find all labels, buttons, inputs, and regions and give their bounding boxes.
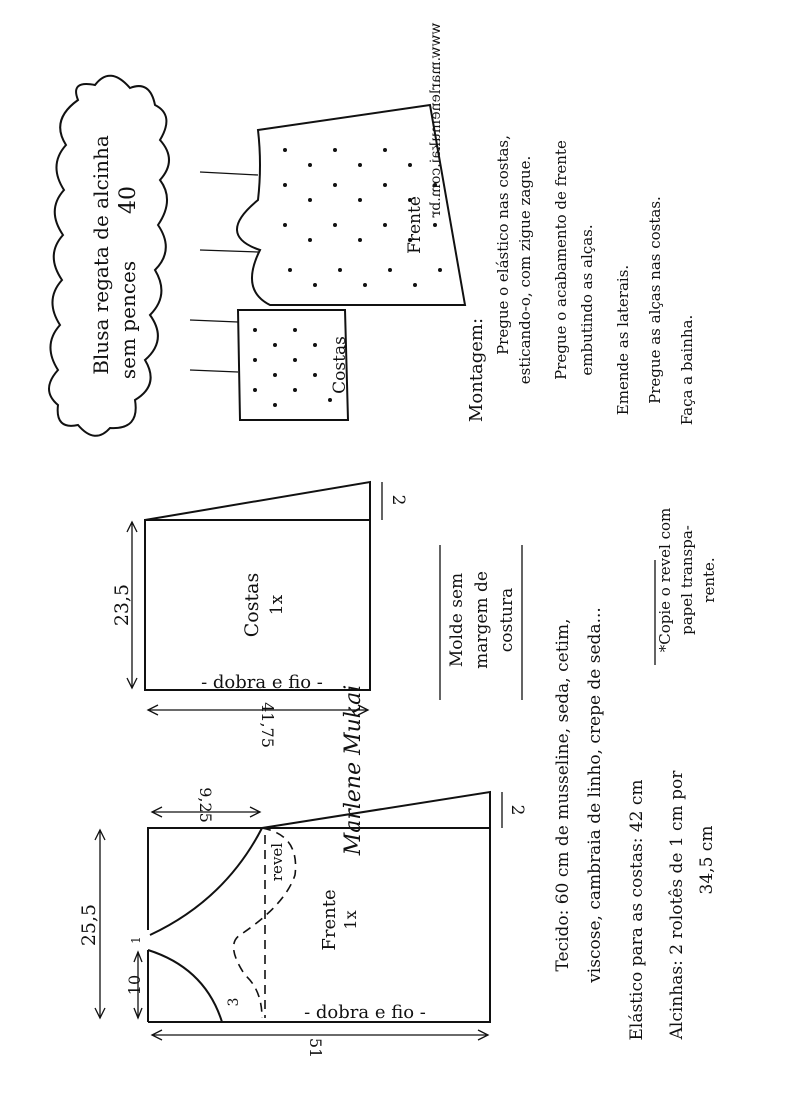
front-strap-1	[200, 172, 258, 175]
frente-neckline	[148, 950, 222, 1022]
materials	[553, 607, 717, 1040]
website: www.marlenemukai.com.br	[428, 22, 444, 218]
signature: Marlene Mukai	[341, 684, 366, 856]
costas-rise-label: 2	[388, 494, 408, 506]
frente-fold-label: - dobra e fio -	[304, 1002, 426, 1023]
costas-fold-label: - dobra e fio -	[201, 672, 323, 693]
title-size: 40	[116, 186, 141, 214]
garment-illustration	[190, 23, 465, 420]
note-line1: Molde sem	[447, 572, 467, 668]
front-strap-2	[200, 250, 258, 252]
costas-name: Costas	[241, 572, 263, 638]
front-label: Frente	[405, 196, 425, 254]
frente-strap-mark: 3	[226, 997, 242, 1007]
back-strap-2	[190, 370, 238, 372]
copy-note	[655, 508, 718, 665]
frente-rise-label: 2	[507, 804, 527, 816]
frente-pattern	[78, 787, 527, 1058]
back-strap-1	[190, 320, 238, 322]
costas-side-slope	[145, 482, 370, 520]
frente-width-label: 51	[306, 1037, 325, 1059]
frente-shoulder-label: 9,25	[196, 787, 215, 823]
title-line1: Blusa regata de alcinha	[89, 135, 113, 375]
back-label: Costas	[330, 336, 350, 394]
assembly-step-4: Pregue as alças nas costas.	[646, 196, 664, 404]
frente-height-label: 25,5	[78, 903, 100, 947]
note-line3: costura	[497, 587, 517, 653]
materials-fabric-cont: viscose, cambraia de linho, crepe de seda...	[585, 607, 605, 983]
frente-name: Frente	[319, 889, 340, 951]
copy-note-line1: *Copie o revel com	[656, 507, 674, 653]
assembly-heading: Montagem:	[466, 317, 487, 423]
note-box	[440, 545, 522, 700]
frente-facing-label: revel	[268, 842, 286, 882]
frente-armhole	[150, 828, 262, 935]
materials-straps: Alcinhas: 2 rolotês de 1 cm por	[667, 770, 687, 1040]
frente-qty: 1x	[341, 910, 360, 930]
title-cloud	[49, 76, 169, 436]
title-line2: sem pences	[116, 260, 140, 380]
materials-fabric: Tecido: 60 cm de musseline, seda, cetim,	[553, 618, 573, 972]
frente-neck-label: 10	[125, 974, 144, 996]
materials-straps-cont: 34,5 cm	[697, 825, 717, 895]
costas-height-label: 23,5	[111, 583, 133, 627]
copy-note-line2: papel transpa-	[678, 525, 696, 635]
note-line2: margem de	[472, 571, 492, 669]
assembly-step-1: Pregue o elástico nas costas,	[494, 135, 512, 355]
assembly-step-1-cont: esticando-o, com zigue zague.	[516, 155, 534, 385]
assembly-step-2-cont: embutindo as alças.	[578, 224, 596, 376]
back-dots	[253, 328, 332, 407]
copy-note-line3: rente.	[700, 557, 718, 603]
frente-neck-offset: 1	[129, 936, 143, 944]
costas-qty: 1x	[267, 594, 287, 616]
assembly-instructions	[466, 135, 696, 425]
assembly-step-5: Faça a bainha.	[678, 314, 696, 426]
materials-elastic: Elástico para as costas: 42 cm	[627, 779, 647, 1041]
assembly-step-2: Pregue o acabamento de frente	[552, 140, 570, 380]
assembly-step-3: Emende as laterais.	[614, 264, 632, 416]
costas-width-label: 41,75	[258, 702, 277, 748]
